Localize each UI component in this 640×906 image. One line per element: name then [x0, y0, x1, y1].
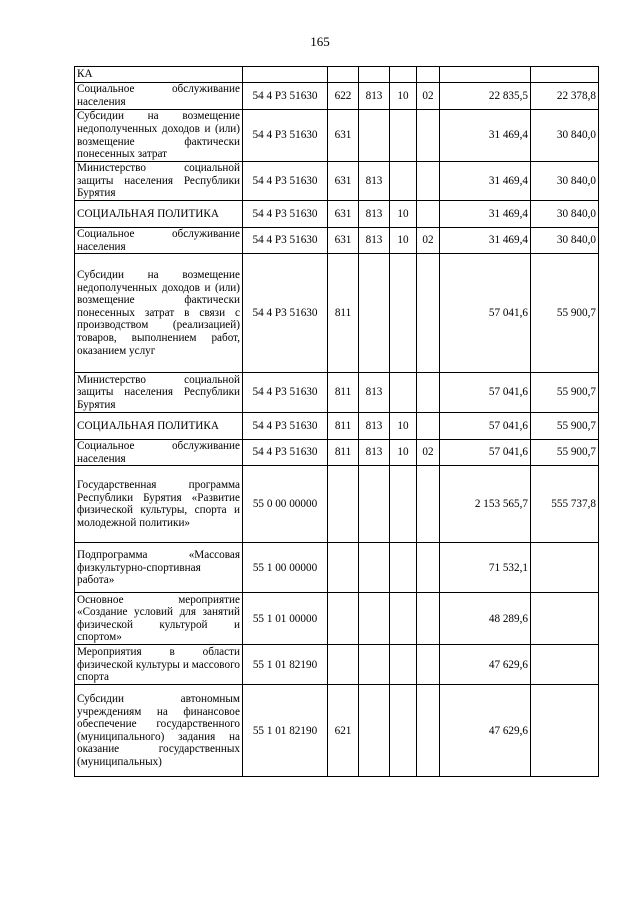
row-amount-1: 48 289,6 [440, 593, 531, 645]
row-amount-1: 31 469,4 [440, 162, 531, 201]
row-expense-type: 811 [328, 254, 359, 373]
row-expense-type [328, 67, 359, 83]
row-subsection [390, 466, 417, 543]
row-name: Государственная программа Республики Бурятия «Развитие физической культуры, спорта и молодежной политики» [75, 466, 243, 543]
row-target-article: 55 1 00 00000 [243, 543, 328, 593]
row-amount-2 [531, 593, 599, 645]
row-target-article: 54 4 P3 51630 [243, 413, 328, 440]
row-expense-type [328, 645, 359, 685]
row-expense-type [328, 466, 359, 543]
row-section [359, 254, 390, 373]
row-target-article: 55 0 00 00000 [243, 466, 328, 543]
row-target-article: 54 4 P3 51630 [243, 373, 328, 413]
row-amount-2: 55 900,7 [531, 440, 599, 466]
row-amount-2: 555 737,8 [531, 466, 599, 543]
table-row [75, 201, 599, 228]
row-expense-type [328, 593, 359, 645]
row-amount-2 [531, 645, 599, 685]
row-target-article: 54 4 P3 51630 [243, 83, 328, 110]
row-subcode: 02 [417, 228, 440, 254]
row-amount-1: 57 041,6 [440, 373, 531, 413]
row-expense-type: 621 [328, 685, 359, 777]
row-amount-2: 22 378,8 [531, 83, 599, 110]
table-row [75, 543, 599, 593]
row-subsection: 10 [390, 413, 417, 440]
row-amount-2: 30 840,0 [531, 110, 599, 162]
row-target-article: 54 4 P3 51630 [243, 162, 328, 201]
row-section: 813 [359, 228, 390, 254]
row-subcode: 02 [417, 83, 440, 110]
page-number: 165 [310, 34, 330, 49]
row-expense-type: 631 [328, 110, 359, 162]
row-subcode [417, 413, 440, 440]
table-row [75, 254, 599, 373]
table-row [75, 645, 599, 685]
row-expense-type: 631 [328, 201, 359, 228]
row-amount-2: 30 840,0 [531, 162, 599, 201]
row-target-article [243, 67, 328, 83]
row-expense-type [328, 543, 359, 593]
table-row [75, 593, 599, 645]
row-subsection [390, 254, 417, 373]
row-target-article: 54 4 P3 51630 [243, 228, 328, 254]
row-subsection [390, 162, 417, 201]
row-subcode [417, 201, 440, 228]
row-name: Мероприятия в области физической культуры и массового спорта [75, 645, 243, 685]
table-row [75, 440, 599, 466]
row-subcode [417, 645, 440, 685]
row-name: Министерство социальной защиты населения Республики Бурятия [75, 162, 243, 201]
row-expense-type: 631 [328, 162, 359, 201]
row-subsection [390, 543, 417, 593]
row-amount-2 [531, 543, 599, 593]
row-expense-type: 811 [328, 413, 359, 440]
row-target-article: 55 1 01 82190 [243, 685, 328, 777]
row-expense-type: 811 [328, 440, 359, 466]
row-amount-1: 57 041,6 [440, 440, 531, 466]
row-amount-1: 31 469,4 [440, 110, 531, 162]
row-target-article: 54 4 P3 51630 [243, 440, 328, 466]
row-amount-1: 31 469,4 [440, 201, 531, 228]
row-section [359, 645, 390, 685]
row-target-article: 54 4 P3 51630 [243, 110, 328, 162]
row-subcode [417, 254, 440, 373]
row-amount-1: 57 041,6 [440, 413, 531, 440]
row-subsection [390, 593, 417, 645]
row-expense-type: 631 [328, 228, 359, 254]
row-amount-2: 55 900,7 [531, 413, 599, 440]
row-section [359, 67, 390, 83]
row-name: СОЦИАЛЬНАЯ ПОЛИТИКА [75, 413, 243, 440]
row-name: КА [75, 67, 243, 83]
row-section [359, 110, 390, 162]
row-section: 813 [359, 201, 390, 228]
row-subcode [417, 67, 440, 83]
row-amount-2 [531, 67, 599, 83]
row-subsection: 10 [390, 440, 417, 466]
row-name: Субсидии на возмещение недополученных доходов и (или) возмещение фактически понесенных затрат в связи с производством (реализацией) товаров, выполнением работ, оказанием услуг [75, 254, 243, 373]
row-name: СОЦИАЛЬНАЯ ПОЛИТИКА [75, 201, 243, 228]
row-section: 813 [359, 373, 390, 413]
row-subcode [417, 593, 440, 645]
row-name: Министерство социальной защиты населения Республики Бурятия [75, 373, 243, 413]
row-amount-1: 2 153 565,7 [440, 466, 531, 543]
row-expense-type: 811 [328, 373, 359, 413]
row-subsection [390, 373, 417, 413]
row-subsection [390, 67, 417, 83]
row-section [359, 593, 390, 645]
row-section [359, 685, 390, 777]
row-amount-1: 71 532,1 [440, 543, 531, 593]
row-subcode [417, 685, 440, 777]
row-amount-1: 22 835,5 [440, 83, 531, 110]
row-section [359, 543, 390, 593]
row-name: Основное мероприятие «Создание условий для занятий физической культурой и спортом» [75, 593, 243, 645]
table-row [75, 110, 599, 162]
row-subcode [417, 543, 440, 593]
row-amount-2 [531, 685, 599, 777]
row-amount-2: 55 900,7 [531, 254, 599, 373]
row-name: Социальное обслуживание населения [75, 83, 243, 110]
row-section: 813 [359, 440, 390, 466]
table-row [75, 228, 599, 254]
row-subsection: 10 [390, 201, 417, 228]
row-target-article: 55 1 01 00000 [243, 593, 328, 645]
row-subsection [390, 110, 417, 162]
row-name: Субсидии на возмещение недополученных доходов и (или) возмещение фактически понесенных затрат [75, 110, 243, 162]
row-amount-1: 31 469,4 [440, 228, 531, 254]
row-target-article: 55 1 01 82190 [243, 645, 328, 685]
row-subsection [390, 645, 417, 685]
table-row [75, 83, 599, 110]
row-name: Подпрограмма «Массовая физкультурно-спортивная работа» [75, 543, 243, 593]
row-subcode: 02 [417, 440, 440, 466]
row-name: Субсидии автономным учреждениям на финансовое обеспечение государственного (муниципального) задания на оказание государственных (муниципальных) [75, 685, 243, 777]
row-name: Социальное обслуживание населения [75, 228, 243, 254]
row-name: Социальное обслуживание населения [75, 440, 243, 466]
table-row [75, 373, 599, 413]
table-row [75, 67, 599, 83]
table-row [75, 685, 599, 777]
budget-table [74, 66, 599, 777]
row-subsection [390, 685, 417, 777]
row-subsection: 10 [390, 83, 417, 110]
row-target-article: 54 4 P3 51630 [243, 254, 328, 373]
budget-table-body [75, 67, 599, 777]
row-section: 813 [359, 413, 390, 440]
row-amount-1: 47 629,6 [440, 645, 531, 685]
table-row [75, 413, 599, 440]
row-amount-2: 55 900,7 [531, 373, 599, 413]
row-amount-1: 57 041,6 [440, 254, 531, 373]
row-subcode [417, 110, 440, 162]
row-section: 813 [359, 83, 390, 110]
table-row [75, 162, 599, 201]
row-subcode [417, 466, 440, 543]
row-subcode [417, 162, 440, 201]
row-amount-1 [440, 67, 531, 83]
table-row [75, 466, 599, 543]
row-section [359, 466, 390, 543]
row-subsection: 10 [390, 228, 417, 254]
row-amount-1: 47 629,6 [440, 685, 531, 777]
row-amount-2: 30 840,0 [531, 228, 599, 254]
row-subcode [417, 373, 440, 413]
row-section: 813 [359, 162, 390, 201]
row-amount-2: 30 840,0 [531, 201, 599, 228]
row-expense-type: 622 [328, 83, 359, 110]
row-target-article: 54 4 P3 51630 [243, 201, 328, 228]
